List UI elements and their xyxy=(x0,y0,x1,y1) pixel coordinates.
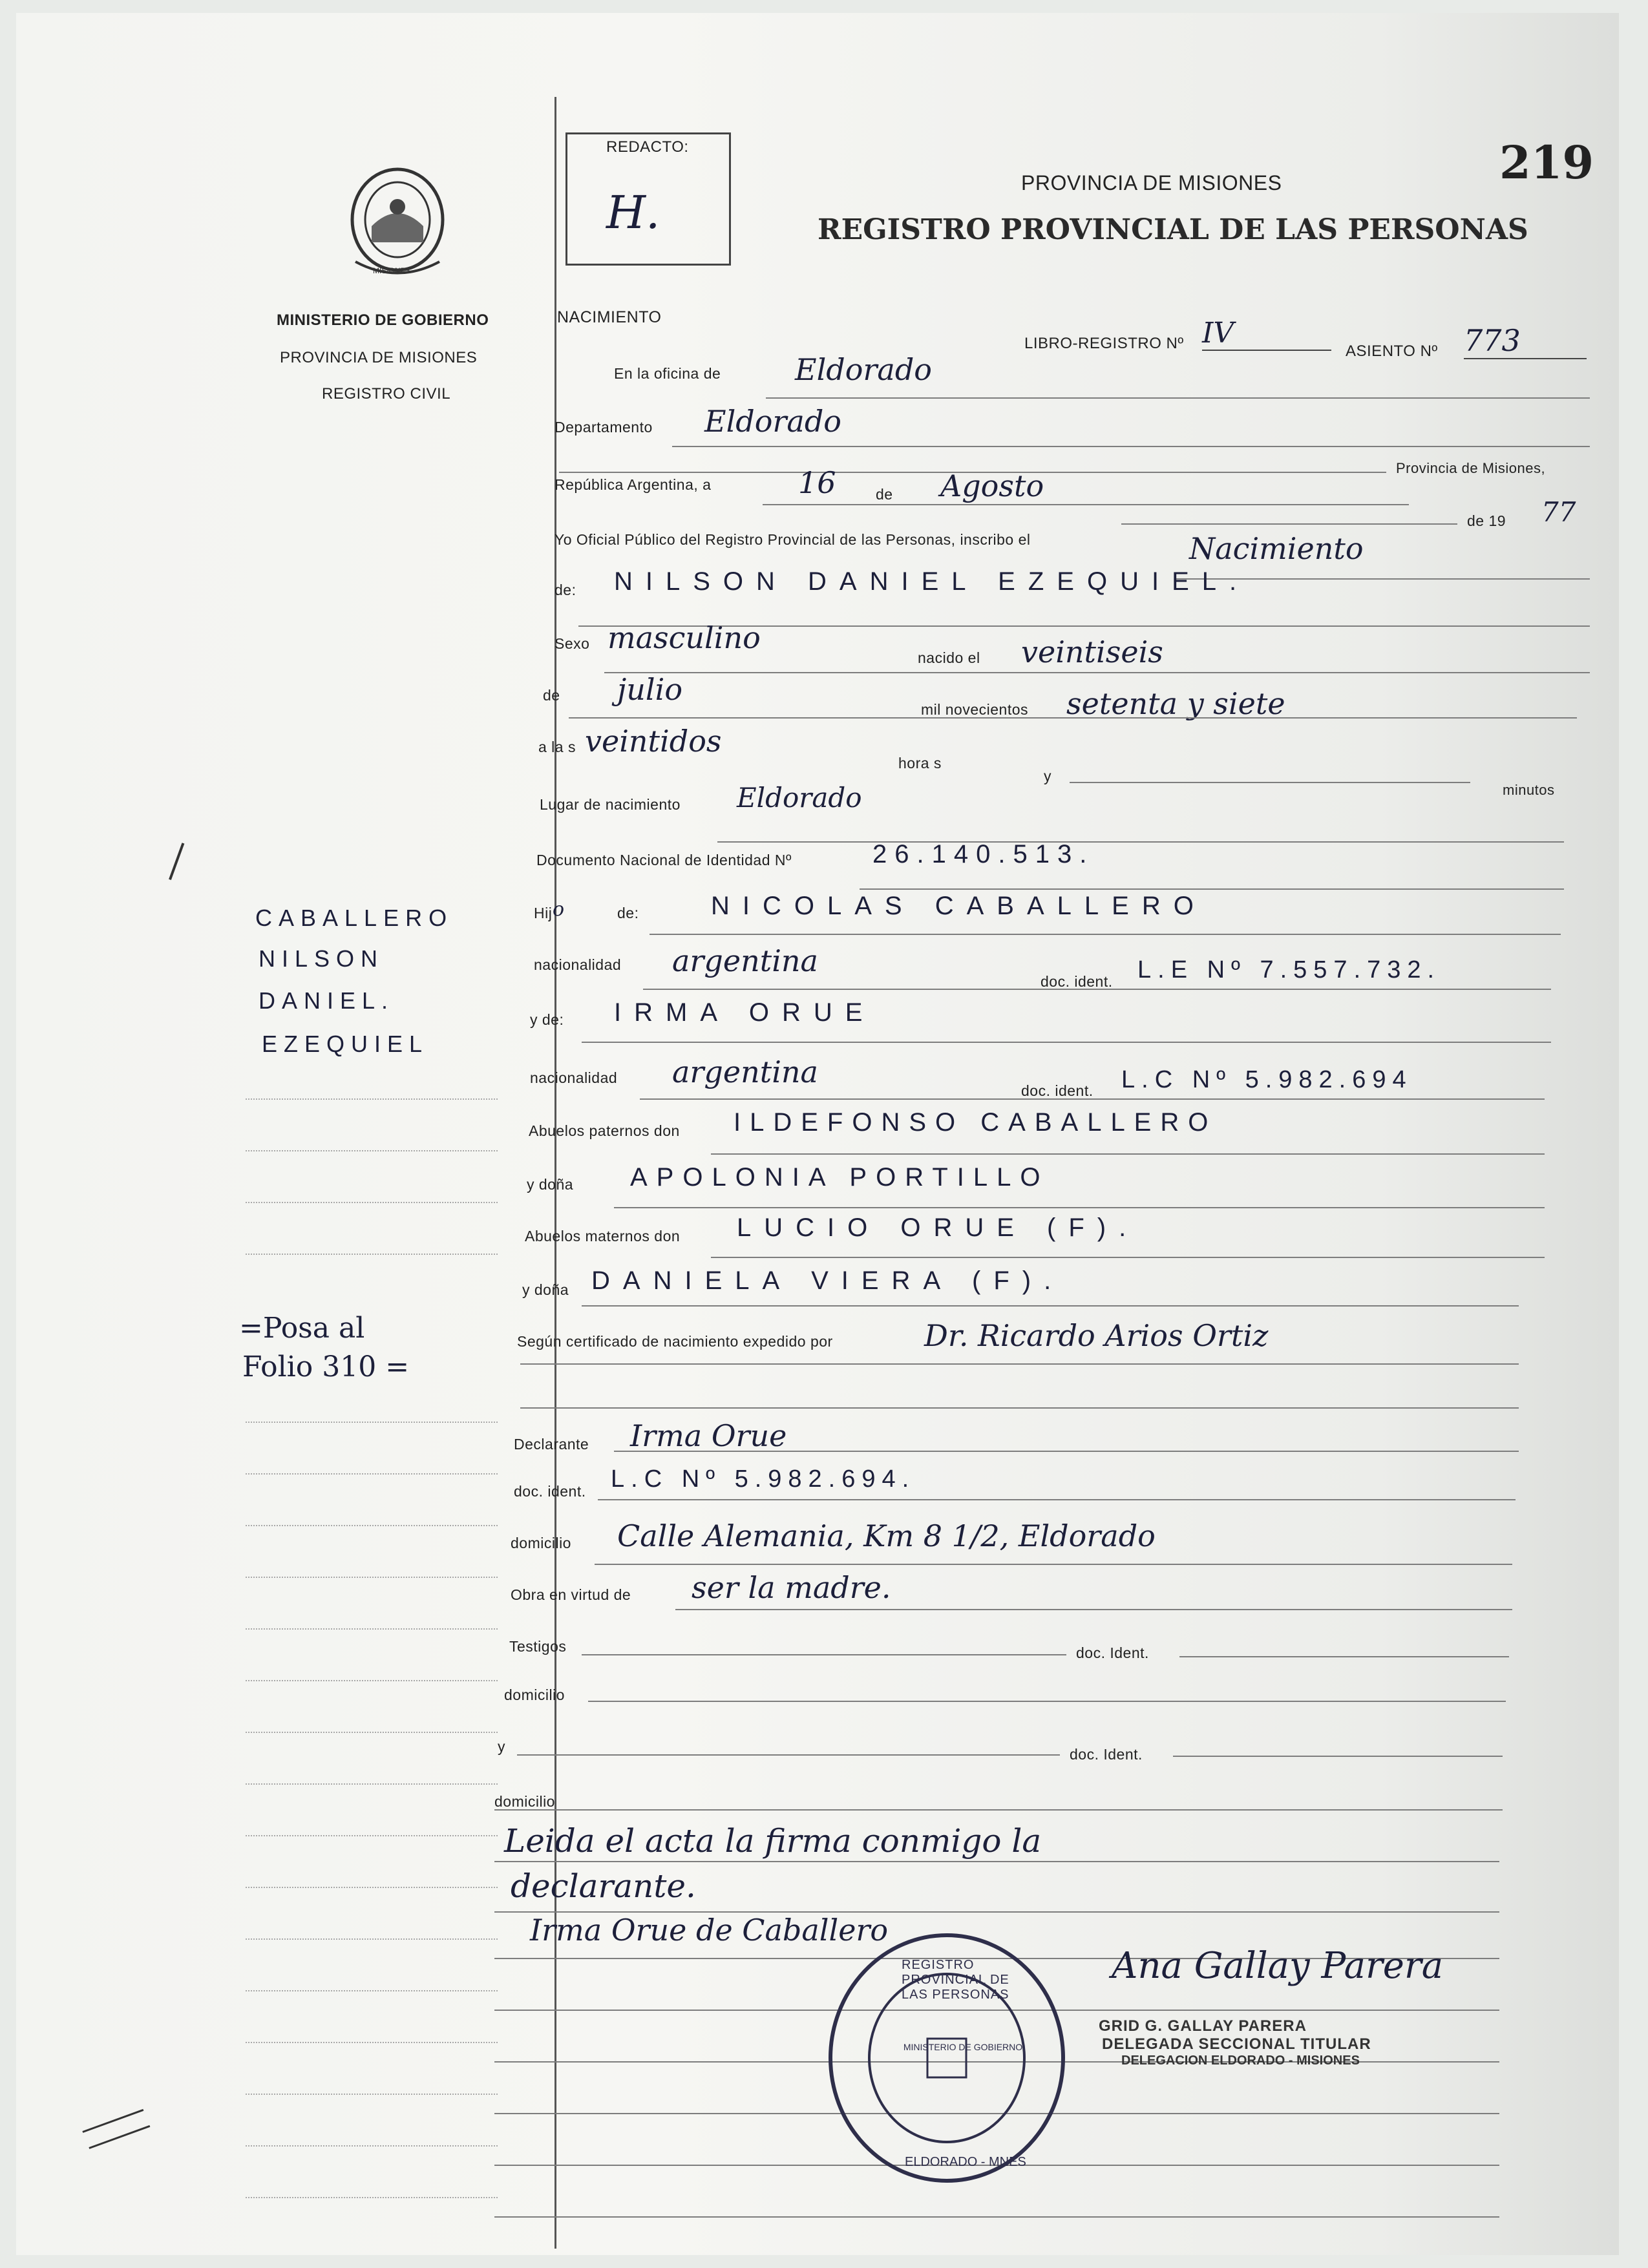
hijo-label: Hij xyxy=(534,905,553,921)
docdecl-rule xyxy=(598,1499,1516,1500)
asiento-label: ASIENTO Nº xyxy=(1346,342,1438,360)
doc2-value: L.C Nº 5.982.694 xyxy=(1121,1066,1413,1093)
nacido-label: nacido el xyxy=(918,649,980,666)
margin-rule xyxy=(246,1150,498,1151)
obra-value: ser la madre. xyxy=(692,1570,891,1605)
redacto-label: REDACTO: xyxy=(606,138,689,156)
redacto-box xyxy=(565,132,731,266)
nac2-label: nacionalidad xyxy=(530,1069,618,1086)
doc1-label: doc. ident. xyxy=(1041,973,1113,990)
margin-rule xyxy=(246,1732,498,1733)
sexo-value: masculino xyxy=(607,620,761,655)
declarante-value: Irma Orue xyxy=(630,1418,787,1453)
lugar-rule xyxy=(717,841,1564,843)
republica-rule xyxy=(763,504,1409,505)
mes-value: Agosto xyxy=(940,468,1044,503)
departamento-label: Departamento xyxy=(555,419,653,436)
doc2-label: doc. ident. xyxy=(1021,1082,1093,1099)
milnov-label: mil novecientos xyxy=(921,701,1029,718)
margin-rule xyxy=(246,2145,498,2147)
de2-label: de xyxy=(543,687,560,704)
libro-label: LIBRO-REGISTRO Nº xyxy=(1024,335,1184,352)
ministry-line3: REGISTRO CIVIL xyxy=(322,385,451,403)
segun-label: Según certificado de nacimiento expedido por xyxy=(517,1333,833,1350)
minutos-label: minutos xyxy=(1503,782,1555,798)
alas-label: a la s xyxy=(538,739,576,755)
abmat-label: Abuelos maternos don xyxy=(525,1228,681,1244)
province-title: PROVINCIA DE MISIONES xyxy=(1021,171,1282,194)
provincial-seal-icon xyxy=(343,165,452,281)
official-title: DELEGADA SECCIONAL TITULAR xyxy=(1102,2035,1371,2053)
ydona1-rule xyxy=(614,1207,1545,1208)
oficina-rule xyxy=(766,397,1590,399)
y2-rule xyxy=(517,1754,1060,1756)
padre-value: NICOLAS CABALLERO xyxy=(711,892,1207,920)
margin-rule xyxy=(246,1990,498,1991)
margin-rule xyxy=(246,1628,498,1630)
padre-rule xyxy=(650,934,1561,935)
margin-rule xyxy=(246,1422,498,1423)
docident2-label: doc. Ident. xyxy=(1070,1746,1143,1763)
declarante-signature: Irma Orue de Caballero xyxy=(530,1913,889,1948)
republica-label: República Argentina, a xyxy=(555,476,712,493)
departamento-rule xyxy=(672,446,1590,447)
anio-label: de 19 xyxy=(1467,512,1506,529)
segun-rule2 xyxy=(520,1407,1519,1409)
abmat-value: LUCIO ORUE (F). xyxy=(737,1213,1139,1242)
anio-nac-value: setenta y siete xyxy=(1066,686,1285,721)
official-office: DELEGACION ELDORADO - MISIONES xyxy=(1121,2053,1360,2068)
nac2-rule xyxy=(640,1098,1545,1100)
sexo-label: Sexo xyxy=(555,635,590,652)
margin-rule xyxy=(246,2042,498,2043)
ydona2-label: y doña xyxy=(522,1281,569,1298)
anio-value: 77 xyxy=(1541,496,1576,528)
margin-rule xyxy=(246,1938,498,1940)
doc1-value: L.E Nº 7.557.732. xyxy=(1137,956,1441,983)
anio-rule xyxy=(1121,523,1457,525)
abmat2-value: DANIELA VIERA (F). xyxy=(591,1266,1064,1295)
testigos-label: Testigos xyxy=(509,1638,567,1655)
de-label: de xyxy=(876,486,893,503)
y-label: y xyxy=(1044,768,1051,784)
alas-rule xyxy=(1070,782,1470,783)
abpat-label: Abuelos paternos don xyxy=(529,1122,680,1139)
ministry-line2: PROVINCIA DE MISIONES xyxy=(280,349,478,366)
mes-nac-value: julio xyxy=(617,672,683,707)
dia-value: 16 xyxy=(798,465,836,500)
madre-rule xyxy=(582,1042,1551,1043)
y2-label: y xyxy=(498,1738,505,1755)
domicilio-value: Calle Alemania, Km 8 1/2, Eldorado xyxy=(617,1518,1156,1553)
oficina-value: Eldorado xyxy=(795,352,932,387)
hijo-mark: o xyxy=(553,898,565,921)
declarante-label: Declarante xyxy=(514,1436,589,1453)
margin-name-line2: NILSON xyxy=(259,945,385,972)
obra-label: Obra en virtud de xyxy=(511,1586,631,1603)
abmat-rule xyxy=(711,1257,1545,1258)
inscribo-value: Nacimiento xyxy=(1189,531,1364,566)
abpat-rule xyxy=(711,1153,1545,1155)
margin-rule xyxy=(246,1835,498,1836)
page-number: 219 xyxy=(1499,136,1594,189)
provincia-suffix: Provincia de Misiones, xyxy=(1396,460,1546,476)
domicilio-rule xyxy=(595,1564,1512,1565)
segun-value: Dr. Ricardo Arios Ortiz xyxy=(924,1318,1269,1353)
domicilio3-rule xyxy=(494,1809,1503,1811)
docident-label: doc. Ident. xyxy=(1076,1644,1149,1661)
leida-line2: declarante. xyxy=(511,1867,696,1905)
margin-name-line1: CABALLERO xyxy=(255,905,454,931)
redacto-value: H. xyxy=(606,186,660,239)
dni-rule xyxy=(860,888,1564,890)
margin-rule xyxy=(246,2094,498,2095)
oficina-label: En la oficina de xyxy=(614,365,721,382)
margin-rule xyxy=(246,1525,498,1526)
margin-rule xyxy=(246,1783,498,1785)
margin-rule xyxy=(246,1254,498,1255)
nac1-value: argentina xyxy=(672,943,818,978)
lugar-value: Eldorado xyxy=(737,782,862,814)
horas-label: hora s xyxy=(898,755,942,772)
stamp-inner: MINISTERIO DE GOBIERNO xyxy=(903,2042,1023,2052)
docdecl-label: doc. ident. xyxy=(514,1483,586,1500)
y2-rule2 xyxy=(1173,1756,1503,1757)
stamp-bottom: ELDORADO - MNES xyxy=(905,2155,1026,2169)
libro-value: IV xyxy=(1202,317,1331,351)
margin-rule xyxy=(246,1473,498,1475)
dni-value: 26.140.513. xyxy=(872,840,1095,868)
ministry-line1: MINISTERIO DE GOBIERNO xyxy=(277,311,489,329)
yde-label: y de: xyxy=(530,1011,564,1028)
seal-caption: MISIONES xyxy=(373,266,411,275)
margin-rule xyxy=(246,1887,498,1888)
ydona2-rule xyxy=(582,1305,1519,1307)
testigos-rule2 xyxy=(1179,1656,1509,1657)
nac1-label: nacionalidad xyxy=(534,956,622,973)
mesnac-rule xyxy=(569,717,1577,719)
hora-value: veintidos xyxy=(585,724,722,759)
nombre-value: NILSON DANIEL EZEQUIEL. xyxy=(614,567,1250,596)
nac1-rule xyxy=(643,989,1551,990)
sign-rule6 xyxy=(494,2216,1499,2218)
margin-name-line4: EZEQUIEL xyxy=(262,1031,429,1057)
madre-value: IRMA ORUE xyxy=(614,998,876,1027)
domicilio2-rule xyxy=(588,1701,1506,1702)
oficial-text: Yo Oficial Público del Registro Provincial de las Personas, inscribo el xyxy=(555,531,1031,548)
dni-label: Documento Nacional de Identidad Nº xyxy=(536,852,792,868)
stamp-text: REGISTRO PROVINCIAL DE LAS PERSONAS xyxy=(902,1958,1009,2002)
official-name: GRID G. GALLAY PARERA xyxy=(1099,2017,1307,2035)
testigos-rule xyxy=(582,1654,1066,1655)
leida-line1: Leida el acta la firma conmigo la xyxy=(504,1822,1042,1860)
margin-rule xyxy=(246,1098,498,1100)
lugar-label: Lugar de nacimiento xyxy=(540,796,681,813)
record-type: NACIMIENTO xyxy=(557,308,662,326)
margin-rule xyxy=(246,2197,498,2198)
nacido-value: veintiseis xyxy=(1021,635,1163,669)
margin-rule xyxy=(246,1577,498,1578)
official-signature: Ana Gallay Parera xyxy=(1112,1945,1444,1987)
abpat-value: ILDEFONSO CABALLERO xyxy=(734,1108,1218,1137)
sexo-rule xyxy=(604,672,1590,673)
leida-rule1 xyxy=(494,1861,1499,1862)
docdecl-value: L.C Nº 5.982.694. xyxy=(611,1465,916,1493)
nac2-value: argentina xyxy=(672,1055,818,1089)
departamento-value: Eldorado xyxy=(704,404,841,439)
margin-name-line3: DANIEL. xyxy=(259,987,395,1014)
margin-note-line1: =Posa al xyxy=(239,1312,365,1345)
ydona1-label: y doña xyxy=(527,1176,574,1193)
declarante-rule xyxy=(614,1451,1519,1452)
margin-note-line2: Folio 310 = xyxy=(242,1350,410,1383)
registry-title: REGISTRO PROVINCIAL DE LAS PERSONAS xyxy=(818,213,1528,246)
domicilio2-label: domicilio xyxy=(504,1686,565,1703)
asiento-value: 773 xyxy=(1464,323,1587,359)
domicilio3-label: domicilio xyxy=(494,1793,555,1810)
segun-rule xyxy=(520,1363,1519,1365)
hijo-de-label: de: xyxy=(617,905,639,921)
margin-rule xyxy=(246,1680,498,1681)
abpat2-value: APOLONIA PORTILLO xyxy=(630,1163,1050,1192)
obra-rule xyxy=(675,1609,1512,1610)
margin-rule xyxy=(246,1202,498,1203)
domicilio-label: domicilio xyxy=(511,1535,571,1551)
de-nombre-label: de: xyxy=(555,582,576,598)
